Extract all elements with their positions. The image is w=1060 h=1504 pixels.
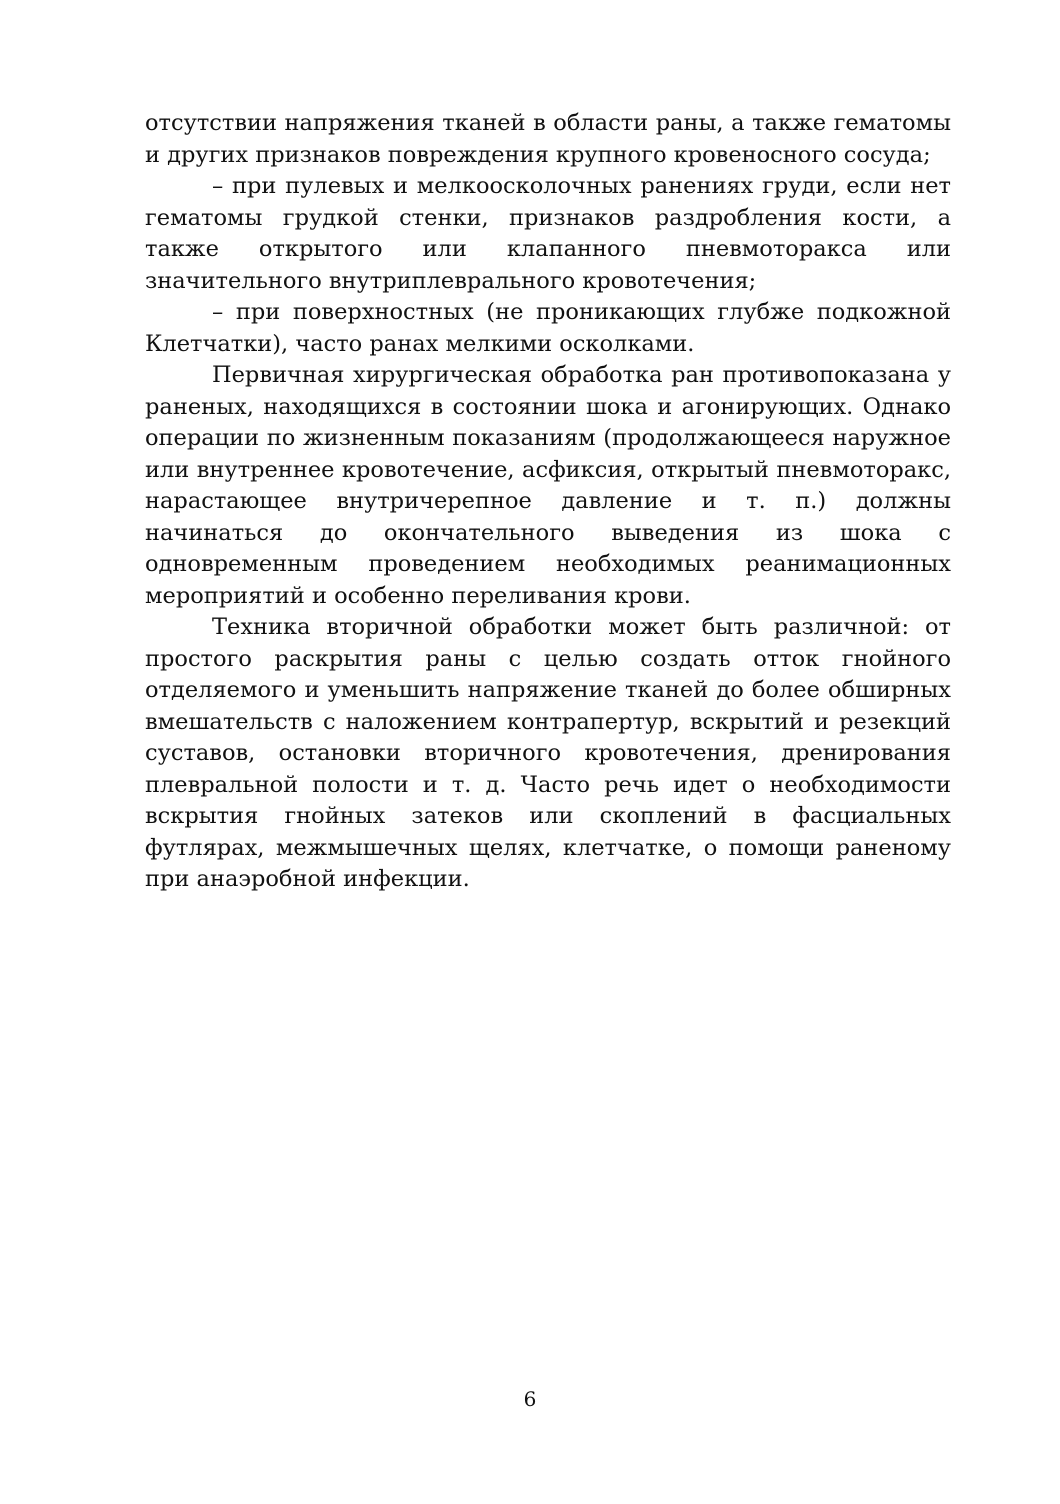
- list-item-bullet-wounds: – при пулевых и мелкоосколочных ранениях груди, если нет гематомы грудкой стенки, признаков раздробления кости, а также открытого или клапанного пневмоторакса или значительного внутриплеврального кровотечения;: [145, 173, 951, 294]
- body-text: [145, 108, 951, 896]
- paragraph-secondary-treatment: Техника вторичной обработки может быть различной: от простого раскрытия раны с целью создать отток гнойного отделяемого и уменьшить напряжение тканей до более обширных вмешательств с наложением контрапертур, вскрытий и резекций суставов, остановки вторичного кровотечения, дренирования плевральной полости и т. д. Часто речь идет о необходимости вскрытия гнойных затеков или скоплений в фасциальных футлярах, межмышечных щелях, клетчатке, о помощи раненому при анаэробной инфекции.: [145, 614, 951, 892]
- page-number: 6: [523, 1387, 537, 1411]
- paragraph-contraindications: Первичная хирургическая обработка ран противопоказана у раненых, находящихся в состоянии шока и агонирующих. Однако операции по жизненным показаниям (продолжающееся наружное или внутреннее кровотечение, асфиксия, открытый пневмоторакс, нарастающее внутричерепное давление и т. п.) должны начинаться до окончательного выведения из шока с одновременным проведением необходимых реанимационных мероприятий и особенно переливания крови.: [145, 362, 951, 609]
- paragraph-continuation: отсутствии напряжения тканей в области раны, а также гематомы и других признаков повреждения крупного кровеносного сосуда;: [145, 110, 951, 168]
- list-item-superficial-wounds: – при поверхностных (не проникающих глубже подкожной Клетчатки), часто ранах мелкими осколками.: [145, 299, 951, 357]
